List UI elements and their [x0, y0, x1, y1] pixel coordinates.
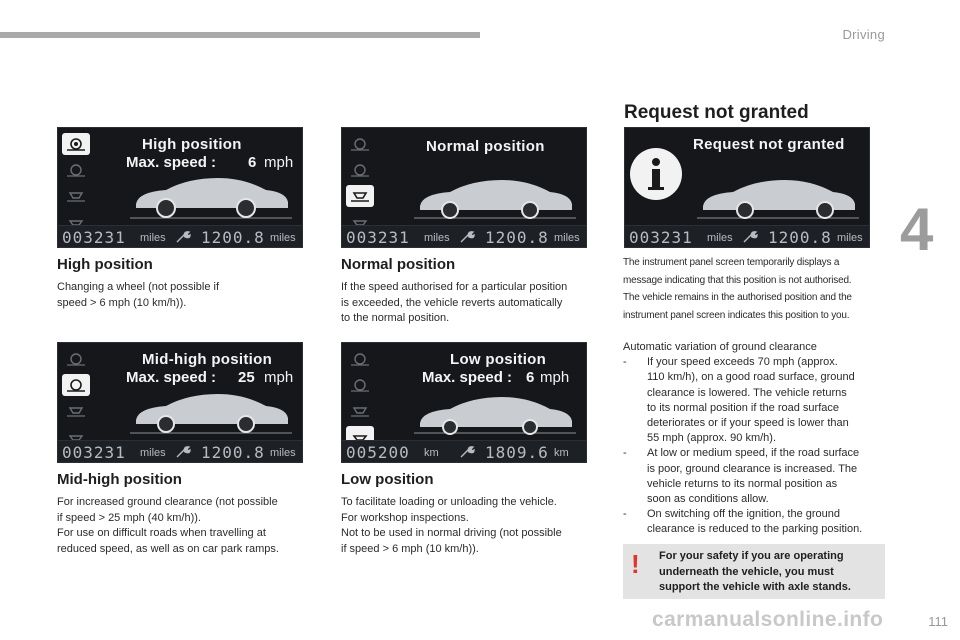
dashboard-screen-high [57, 127, 303, 248]
dashboard-screen-normal [341, 127, 587, 248]
text-line: To facilitate loading or unloading the vehicle. [341, 496, 557, 508]
section-title-high: High position [57, 256, 153, 273]
text-line: 110 km/h), on a good road surface, ground [647, 371, 855, 384]
safety-warning-box [623, 544, 885, 599]
screen-title: High position [142, 136, 242, 153]
section-title-low: Low position [341, 471, 434, 488]
car-icon [126, 170, 296, 222]
chapter-number: 4 [900, 196, 934, 263]
warning-icon: ! [631, 549, 640, 579]
screen-title: Low position [450, 351, 547, 368]
suspension-midhigh-icon [62, 374, 90, 396]
trip-value: 1200.8 [201, 443, 265, 462]
suspension-midhigh-icon [346, 159, 374, 181]
auto-clearance-text [623, 340, 891, 538]
odometer-value: 003231 [629, 228, 693, 247]
max-speed-value: 6 [248, 154, 257, 171]
odometer-unit: km [424, 447, 439, 459]
odometer-unit: miles [424, 232, 450, 244]
max-speed-unit: mph [540, 369, 570, 386]
odometer-unit: miles [140, 447, 166, 459]
car-icon [126, 385, 296, 437]
section-title-request: Request not granted [624, 102, 809, 123]
wrench-icon [459, 445, 475, 459]
top-rule [0, 32, 480, 38]
text-line: reduced speed, as well as on car park ramps. [57, 542, 279, 555]
text-line: 55 mph (approx. 90 km/h). [647, 432, 777, 445]
section-text-normal [341, 280, 603, 327]
trip-value: 1200.8 [768, 228, 832, 247]
section-text-midhigh [57, 495, 319, 557]
list-item [623, 507, 891, 537]
text-line: support the vehicle with axle stands. [659, 581, 851, 593]
text-line: On switching off the ignition, the ground [647, 508, 841, 521]
text-line: speed > 6 mph (10 km/h)). [57, 296, 187, 309]
page-number: 111 [928, 614, 948, 629]
info-icon [630, 148, 682, 200]
odometer-bar [342, 440, 586, 462]
text-line: The vehicle remains in the authorised position and the [623, 292, 852, 303]
text-line: to the normal position. [341, 312, 450, 324]
odometer-value: 003231 [62, 443, 126, 462]
wrench-icon [742, 230, 758, 244]
auto-intro: Automatic variation of ground clearance [623, 341, 817, 353]
max-speed [126, 369, 294, 386]
text-line: vehicle returns to its normal position as [647, 477, 838, 490]
trip-value: 1200.8 [485, 228, 549, 247]
suspension-high-icon [346, 133, 374, 155]
dashboard-screen-low [341, 342, 587, 463]
trip-unit: miles [270, 232, 296, 244]
screen-title: Request not granted [693, 136, 845, 153]
text-line: At low or medium speed, if the road surface [647, 447, 860, 460]
text-line: For your safety if you are operating [659, 550, 844, 562]
section-title-midhigh: Mid-high position [57, 471, 182, 488]
suspension-high-icon [346, 348, 374, 370]
odometer-bar [625, 225, 869, 247]
max-speed-label: Max. speed : [126, 369, 217, 386]
text-line: is poor, ground clearance is increased. The [647, 462, 858, 475]
text-line: If the speed authorised for a particular position [341, 281, 568, 293]
suspension-normal-icon [346, 185, 374, 207]
warning-text [659, 549, 879, 596]
suspension-midhigh-icon [62, 159, 90, 181]
text-line: is exceeded, the vehicle reverts automatically [341, 296, 563, 309]
suspension-high-icon [62, 348, 90, 370]
list-item [623, 446, 891, 507]
max-speed-unit: mph [264, 369, 294, 386]
odometer-bar [58, 440, 302, 462]
suspension-normal-icon [346, 400, 374, 422]
trip-value: 1200.8 [201, 228, 265, 247]
text-line: For workshop inspections. [341, 511, 469, 524]
trip-unit: miles [270, 447, 296, 459]
running-head: Driving [842, 27, 885, 42]
section-text-request [623, 254, 888, 324]
max-speed-label: Max. speed : [126, 154, 217, 171]
suspension-normal-icon [62, 185, 90, 207]
suspension-icons [346, 133, 380, 221]
wrench-icon [459, 230, 475, 244]
car-icon [410, 170, 580, 222]
list-dash: - [623, 356, 627, 369]
max-speed-unit: mph [264, 154, 294, 171]
watermark: carmanualsonline.info [652, 608, 884, 631]
suspension-icons [346, 348, 380, 436]
odometer-unit: miles [140, 232, 166, 244]
wrench-icon [175, 445, 191, 459]
odometer-value: 003231 [62, 228, 126, 247]
text-line: if speed > 6 mph (10 km/h)). [341, 542, 479, 555]
section-text-low [341, 495, 603, 557]
text-line: Changing a wheel (not possible if [57, 281, 220, 293]
text-line: The instrument panel screen temporarily displays a [623, 257, 840, 268]
text-line: to its normal position if the road surface [647, 401, 839, 414]
screen-title: Normal position [426, 138, 545, 155]
dashboard-screen-request [624, 127, 870, 248]
text-line: message indicating that this position is not authorised. [623, 274, 852, 286]
max-speed [422, 369, 570, 386]
list-item [623, 355, 891, 446]
max-speed-label: Max. speed : [422, 369, 513, 386]
car-icon [410, 385, 580, 437]
trip-unit: miles [554, 232, 580, 244]
screen-title: Mid-high position [142, 351, 273, 368]
text-line: Not to be used in normal driving (not possible [341, 527, 562, 539]
trip-unit: km [554, 447, 569, 459]
car-icon [693, 170, 863, 222]
text-line: For use on difficult roads when travelling at [57, 527, 266, 539]
odometer-bar [58, 225, 302, 247]
text-line: deteriorates or if your speed is lower than [647, 417, 849, 430]
suspension-icons [62, 133, 96, 221]
list-dash: - [623, 508, 627, 521]
section-title-normal: Normal position [341, 256, 456, 273]
text-line: soon as conditions allow. [647, 493, 769, 506]
text-line: if speed > 25 mph (40 km/h)). [57, 511, 201, 524]
wrench-icon [175, 230, 191, 244]
text-line: clearance is lowered. The vehicle returns [647, 386, 847, 399]
suspension-high-icon [62, 133, 90, 155]
section-text-high [57, 280, 307, 311]
max-speed [126, 154, 294, 171]
trip-value: 1809.6 [485, 443, 549, 462]
odometer-bar [342, 225, 586, 247]
suspension-normal-icon [62, 400, 90, 422]
text-line: If your speed exceeds 70 mph (approx. [647, 356, 838, 369]
odometer-value: 003231 [346, 228, 410, 247]
list-dash: - [623, 447, 627, 460]
dashboard-screen-midhigh [57, 342, 303, 463]
suspension-midhigh-icon [346, 374, 374, 396]
text-line: underneath the vehicle, you must [659, 565, 834, 578]
text-line: clearance is reduced to the parking position. [647, 523, 863, 536]
suspension-icons [62, 348, 96, 436]
max-speed-value: 25 [238, 369, 255, 386]
text-line: instrument panel screen indicates this position to you. [623, 309, 850, 321]
text-line: For increased ground clearance (not possible [57, 496, 278, 508]
trip-unit: miles [837, 232, 863, 244]
odometer-unit: miles [707, 232, 733, 244]
max-speed-value: 6 [526, 369, 535, 386]
odometer-value: 005200 [346, 443, 410, 462]
